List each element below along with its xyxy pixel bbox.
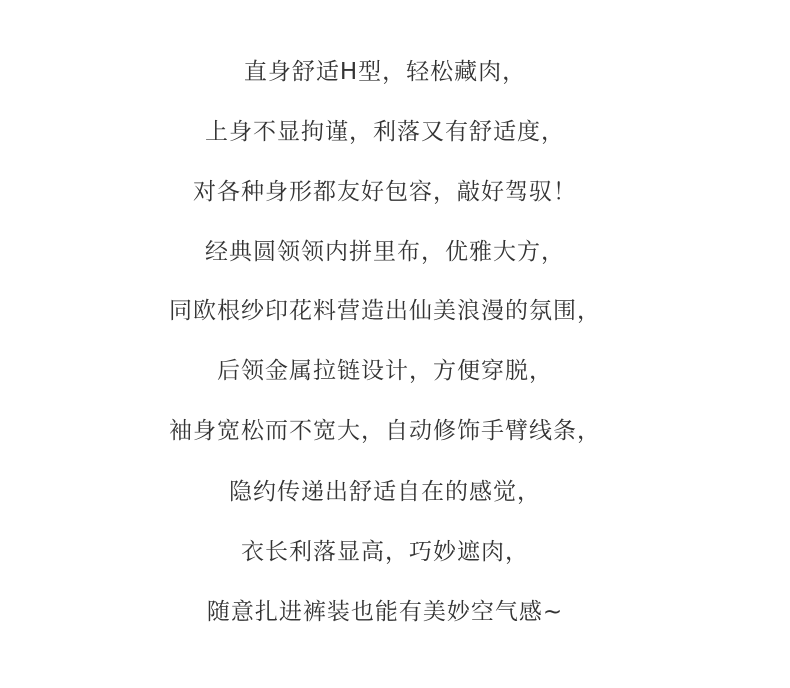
description-line: 同欧根纱印花料营造出仙美浪漫的氛围，: [169, 298, 601, 324]
description-line: 随意扎进裤装也能有美妙空气感~: [206, 599, 564, 625]
description-line: 上身不显拘谨，利落又有舒适度，: [205, 119, 565, 145]
description-line: 后领金属拉链设计，方便穿脱，: [217, 358, 553, 384]
description-line: 对各种身形都友好包容，敲好驾驭！: [193, 179, 577, 205]
description-line: 袖身宽松而不宽大，自动修饰手臂线条，: [169, 418, 601, 444]
description-line: 经典圆领领内拼里布，优雅大方，: [205, 239, 565, 265]
description-line: 隐约传递出舒适自在的感觉，: [229, 479, 541, 505]
description-line: 直身舒适H型，轻松藏肉，: [243, 59, 527, 85]
description-line: 衣长利落显高，巧妙遮肉，: [241, 539, 529, 565]
